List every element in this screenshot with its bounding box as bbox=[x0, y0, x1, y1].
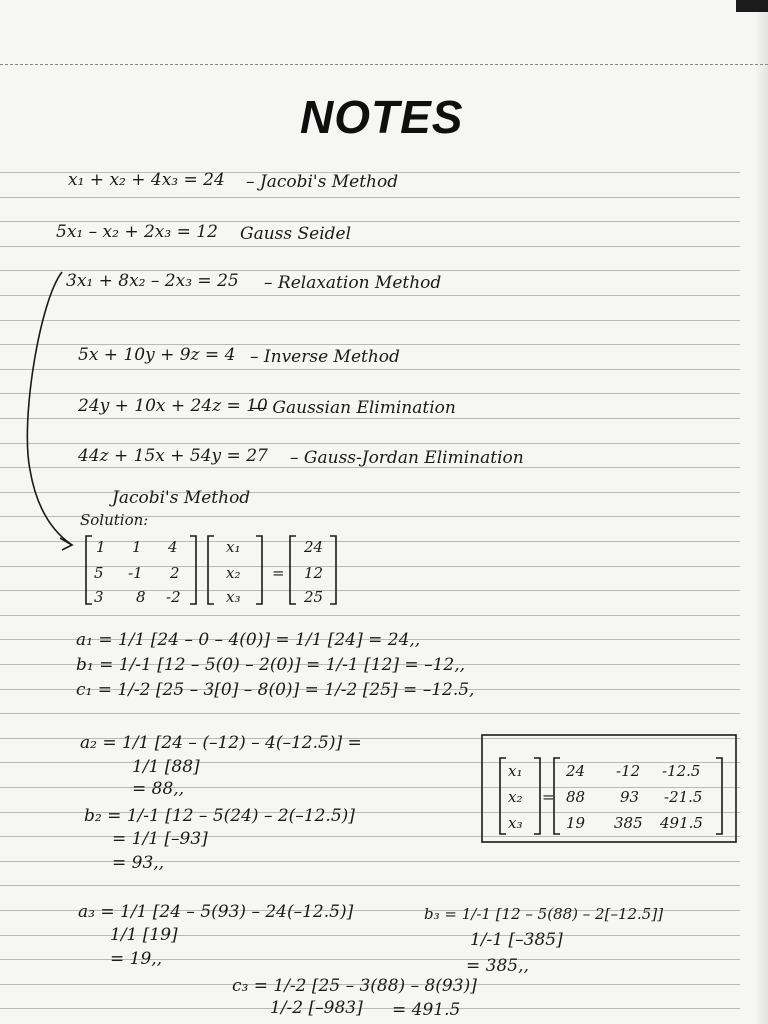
iteration-2-b-line3: = 93,, bbox=[112, 853, 165, 873]
iteration-2-b-line2: = 1/1 [–93] bbox=[112, 829, 208, 849]
bracket-right-b bbox=[330, 536, 336, 604]
iteration-3-b-line3: = 385,, bbox=[466, 956, 529, 976]
bracket-right-a bbox=[190, 536, 196, 604]
bracket-left-b bbox=[290, 536, 296, 604]
problem-5-equation: 24y + 10x + 24z = 10 bbox=[78, 396, 268, 416]
results-cell: -21.5 bbox=[664, 788, 703, 806]
results-box bbox=[482, 735, 736, 842]
results-bracket-left-x bbox=[500, 758, 506, 834]
section-heading: Jacobi's Method bbox=[112, 488, 251, 508]
matrix-cell: 3 bbox=[94, 588, 104, 606]
bracket-left-x bbox=[208, 536, 214, 604]
results-cell: 385 bbox=[614, 814, 643, 832]
iteration-2-a-line2: 1/1 [88] bbox=[132, 757, 200, 777]
results-cell: 19 bbox=[566, 814, 586, 832]
matrix-cell: 1 bbox=[132, 538, 142, 556]
vector-cell: 12 bbox=[304, 564, 324, 582]
results-cell: -12.5 bbox=[662, 762, 701, 780]
matrix-cell: -2 bbox=[166, 588, 181, 606]
iteration-1-c: c₁ = 1/-2 [25 – 3[0] – 8(0)] = 1/-2 [25] = –12.5, bbox=[76, 680, 475, 700]
vector-cell: 24 bbox=[304, 538, 324, 556]
iteration-2-a-line1: a₂ = 1/1 [24 – (–12) – 4(–12.5)] = bbox=[80, 733, 362, 753]
problem-4-equation: 5x + 10y + 9z = 4 bbox=[78, 345, 236, 365]
results-bracket-right-vals bbox=[716, 758, 722, 834]
vector-cell: x₂ bbox=[226, 564, 241, 582]
results-cell: -12 bbox=[616, 762, 641, 780]
results-equals: = bbox=[542, 788, 555, 806]
iteration-1-a: a₁ = 1/1 [24 – 0 – 4(0)] = 1/1 [24] = 24,, bbox=[76, 630, 421, 650]
problem-1-equation: x₁ + x₂ + 4x₃ = 24 bbox=[68, 170, 225, 190]
results-bracket-right-x bbox=[534, 758, 540, 834]
problem-6-equation: 44z + 15x + 54y = 27 bbox=[78, 446, 268, 466]
problem-4-method: – Inverse Method bbox=[250, 347, 400, 367]
matrix-cell: 1 bbox=[96, 538, 106, 556]
results-bracket-left-vals bbox=[554, 758, 560, 834]
problem-3-method: – Relaxation Method bbox=[264, 273, 442, 293]
vector-cell: 25 bbox=[304, 588, 324, 606]
results-cell: 93 bbox=[620, 788, 640, 806]
vector-cell: x₁ bbox=[226, 538, 241, 556]
bracket-right-x bbox=[256, 536, 262, 604]
bracket-left-a bbox=[86, 536, 92, 604]
iteration-3-c-line1: c₃ = 1/-2 [25 – 3(88) – 8(93)] bbox=[232, 976, 477, 996]
results-var: x₂ bbox=[508, 788, 523, 806]
matrix-cell: 2 bbox=[170, 564, 180, 582]
matrix-cell: -1 bbox=[128, 564, 143, 582]
iteration-1-b: b₁ = 1/-1 [12 – 5(0) – 2(0)] = 1/-1 [12] = –12,, bbox=[76, 655, 466, 675]
matrix-cell: 5 bbox=[94, 564, 104, 582]
results-cell: 491.5 bbox=[660, 814, 703, 832]
iteration-3-b-line1: b₃ = 1/-1 [12 – 5(88) – 2[–12.5]] bbox=[424, 905, 664, 923]
iteration-3-b-line2: 1/-1 [–385] bbox=[470, 930, 563, 950]
iteration-3-c-line2: 1/-2 [–983] bbox=[270, 998, 363, 1018]
iteration-3-a-line3: = 19,, bbox=[110, 949, 163, 969]
vector-cell: x₃ bbox=[226, 588, 241, 606]
matrix-cell: 4 bbox=[168, 538, 178, 556]
iteration-2-b-line1: b₂ = 1/-1 [12 – 5(24) – 2(–12.5)] bbox=[84, 806, 355, 826]
problem-3-equation: 3x₁ + 8x₂ – 2x₃ = 25 bbox=[66, 271, 239, 291]
results-cell: 24 bbox=[566, 762, 586, 780]
results-var: x₁ bbox=[508, 762, 523, 780]
results-cell: 88 bbox=[566, 788, 586, 806]
results-var: x₃ bbox=[508, 814, 523, 832]
iteration-2-a-line3: = 88,, bbox=[132, 779, 185, 799]
matrix-equals: = bbox=[272, 564, 285, 582]
curved-arrow bbox=[27, 272, 72, 545]
solution-label: Solution: bbox=[80, 511, 149, 529]
iteration-3-a-line1: a₃ = 1/1 [24 – 5(93) – 24(–12.5)] bbox=[78, 902, 354, 922]
problem-5-method: — Gaussian Elimination bbox=[250, 398, 456, 418]
iteration-3-a-line2: 1/1 [19] bbox=[110, 925, 178, 945]
matrix-cell: 8 bbox=[136, 588, 146, 606]
page-title: NOTES bbox=[300, 91, 464, 143]
problem-1-method: – Jacobi's Method bbox=[246, 172, 399, 192]
problem-2-method: Gauss Seidel bbox=[240, 224, 352, 244]
iteration-3-c-line3: = 491.5 bbox=[392, 1000, 461, 1020]
problem-6-method: – Gauss-Jordan Elimination bbox=[290, 448, 524, 468]
problem-2-equation: 5x₁ – x₂ + 2x₃ = 12 bbox=[56, 222, 218, 242]
